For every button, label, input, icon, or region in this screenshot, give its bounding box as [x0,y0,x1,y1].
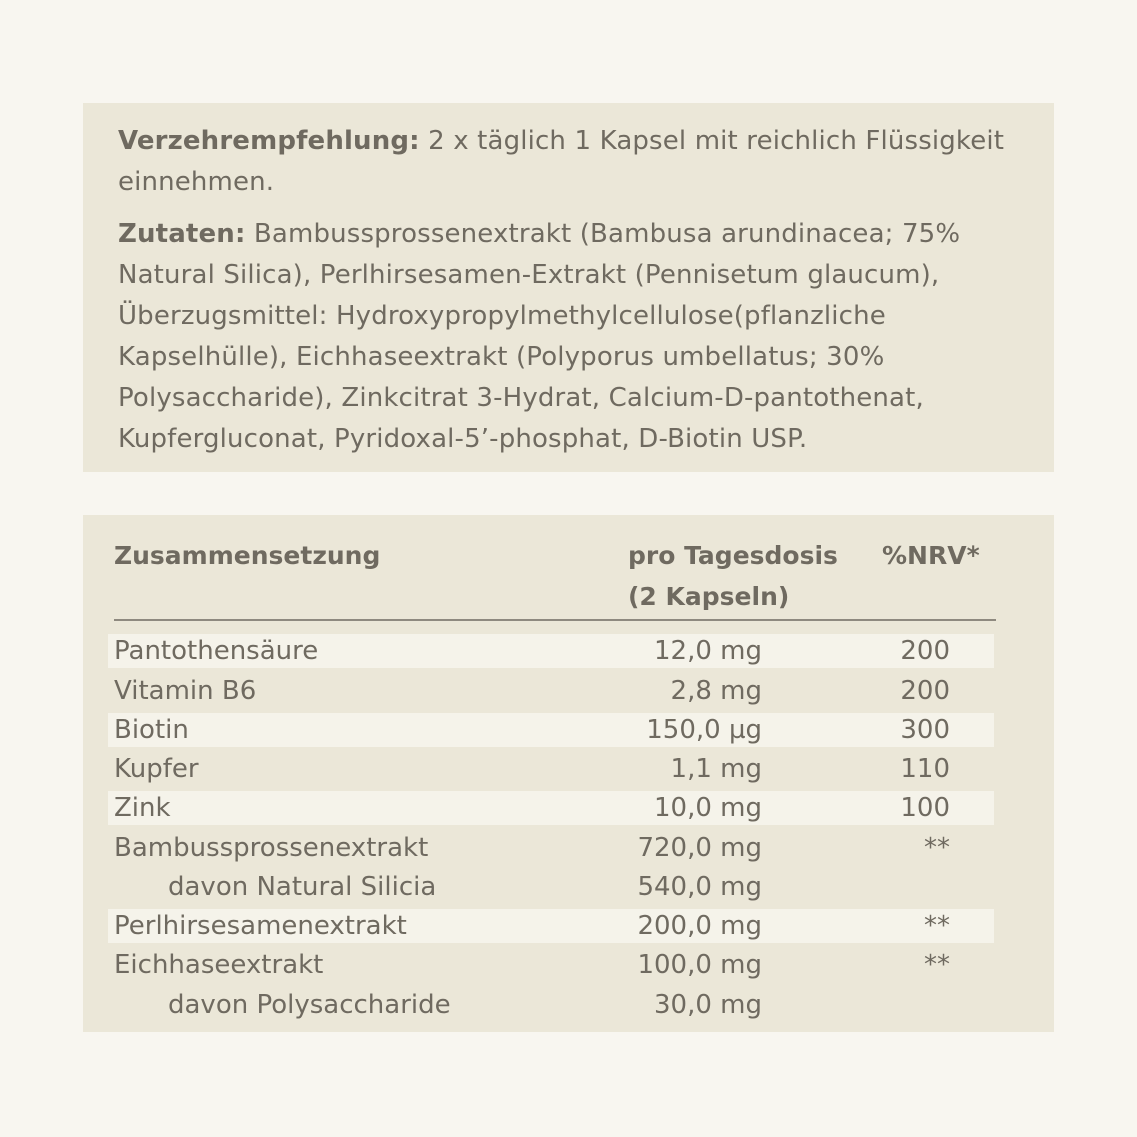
row-nrv: ** [924,950,950,980]
header-daily-dose-line2: (2 Kapseln) [628,582,790,611]
usage-ingredients-box [83,103,1054,472]
row-amount: 12,0 mg [654,636,762,666]
row-amount: 1,1 mg [670,754,762,784]
row-name: Zink [114,793,171,823]
row-amount: 720,0 mg [637,833,762,863]
table-row [108,909,994,943]
table-row [108,831,994,865]
row-name: Pantothensäure [114,636,319,666]
row-name: davon Polysaccharide [168,990,451,1020]
row-nrv: 100 [900,793,950,823]
table-row [108,713,994,747]
table-row [108,634,994,668]
row-nrv: ** [924,833,950,863]
ingredients-text: Bambussprossenextrakt (Bambusa arundinacea; 75% Natural Silica), Perlhirsesamen-Extrakt (Pennisetum glaucum), Überzugsmittel: Hydroxypropylmethylcellulose(pflanzliche Kapselhülle), Eichhaseextrakt (Polyporus umbellatus; 30% Polysaccharide), Zinkcitrat 3-Hydrat, Calcium-D-pantothenat, Kupfergluconat, Pyridoxal-5’-phosphat, D-Biotin USP. [118,219,961,454]
row-nrv: 110 [900,754,950,784]
usage-label: Verzehrempfehlung: [118,126,420,156]
row-nrv: 200 [900,636,950,666]
row-amount: 100,0 mg [637,950,762,980]
header-daily-dose-line1: pro Tagesdosis [628,541,838,570]
table-row [108,752,994,786]
row-name: Perlhirsesamenextrakt [114,911,407,941]
row-name: Biotin [114,715,189,745]
ingredients-label: Zutaten: [118,219,246,249]
table-row [108,870,994,904]
composition-table [83,515,1054,1032]
ingredients-paragraph [118,214,1034,460]
header-daily-dose [628,535,838,617]
header-composition: Zusammensetzung [114,541,381,570]
table-row [108,674,994,708]
row-nrv: ** [924,911,950,941]
row-name: Eichhaseextrakt [114,950,324,980]
header-nrv: %NRV* [882,541,980,570]
row-amount: 150,0 µg [646,715,762,745]
row-name: Kupfer [114,754,199,784]
table-row [108,948,994,982]
row-amount: 200,0 mg [637,911,762,941]
table-row [108,791,994,825]
usage-text: 2 x täglich 1 Kapsel mit reichlich Flüssigkeit einnehmen. [118,126,1005,197]
row-amount: 540,0 mg [637,872,762,902]
table-row [108,988,994,1022]
row-nrv: 200 [900,676,950,706]
usage-recommendation [118,121,1034,203]
row-amount: 30,0 mg [654,990,762,1020]
header-divider [114,619,996,621]
row-nrv: 300 [900,715,950,745]
row-amount: 10,0 mg [654,793,762,823]
row-amount: 2,8 mg [670,676,762,706]
row-name: Vitamin B6 [114,676,257,706]
row-name: davon Natural Silicia [168,872,437,902]
row-name: Bambussprossenextrakt [114,833,429,863]
